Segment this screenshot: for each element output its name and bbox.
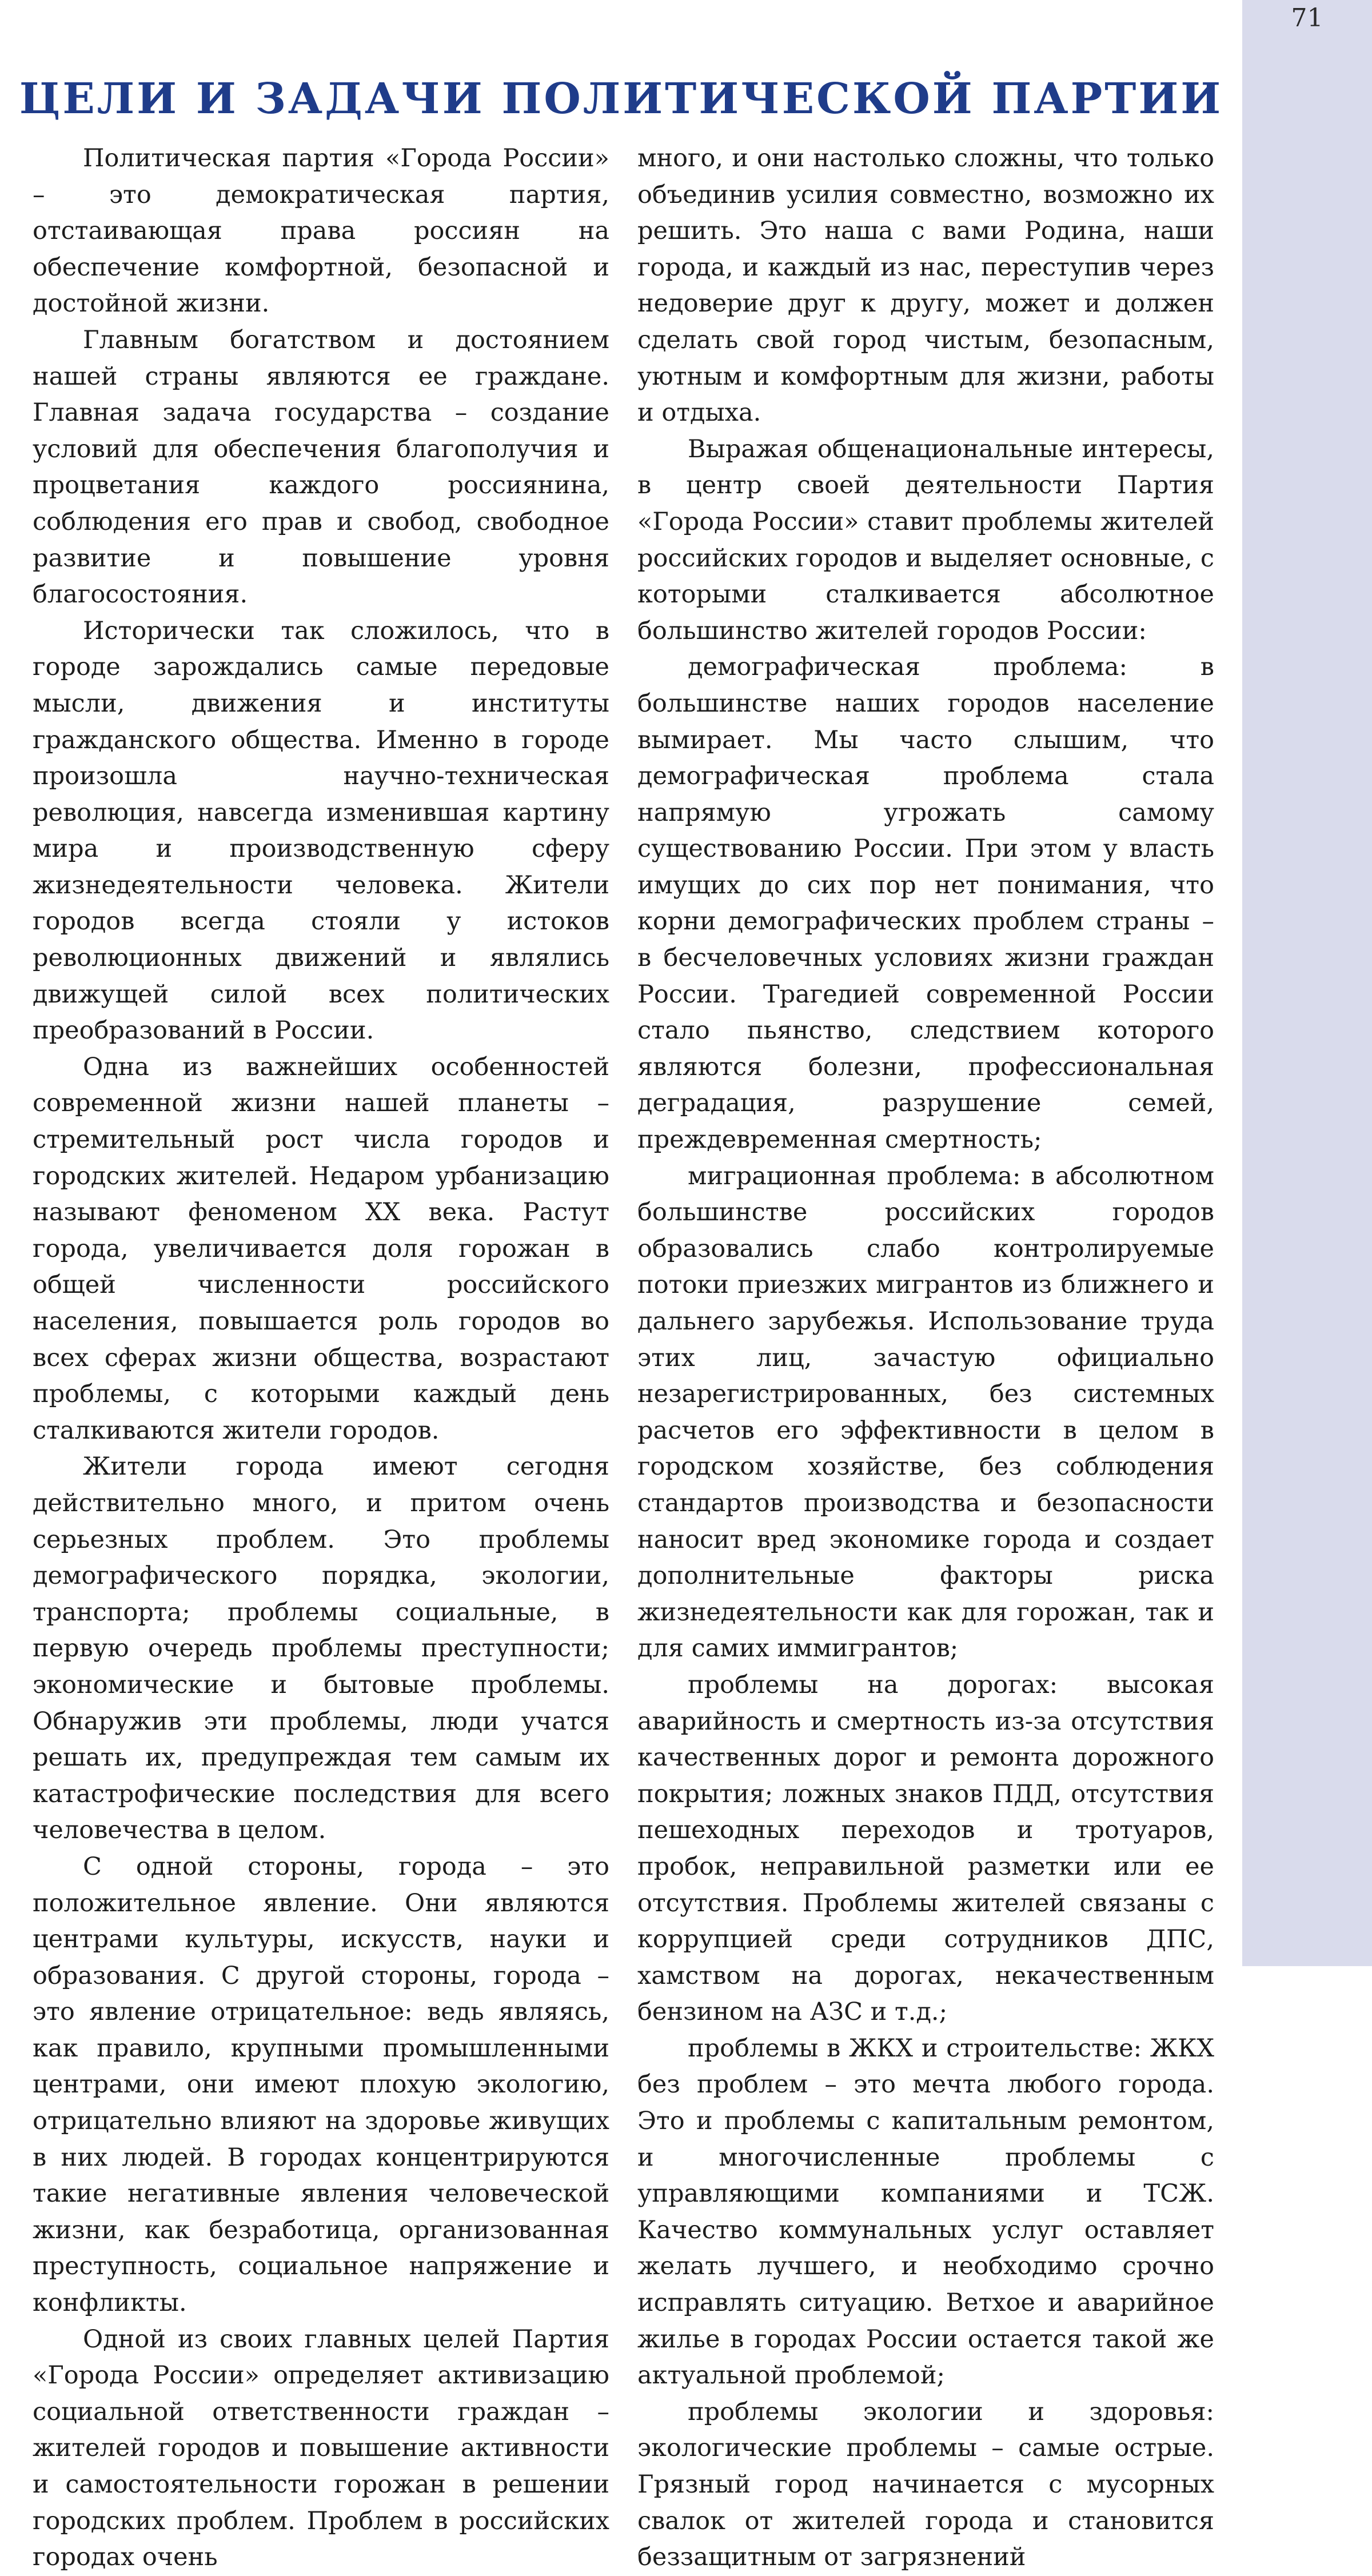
list-item: миграционная проблема: в абсолютном большинстве российских городов образовались слабо контролируемые потоки приезжих мигрантов из ближнего и дальнего зарубежья. Использование труда этих лиц, зачастую официально незарегистрированных, без системных расчетов его эффективности в целом в городском хозяйстве, без соблюдения стандартов производства и безопасности наносит вред экономике города и создает дополнительные факторы риска жизнедеятельности как для горожан, так и для самих иммигрантов; [637,1161,1214,1663]
paragraph: Политическая партия «Города России» – это демократическая партия, отстаивающая права россиян на обеспечение комфортной, безопасной и достойной жизни. [33,144,609,318]
page-title: ЦЕЛИ И ЗАДАЧИ ПОЛИТИЧЕСКОЙ ПАРТИИ [19,74,1223,123]
paragraph: Одна из важнейших особенностей современной жизни нашей планеты – стремительный рост числа городов и городских жителей. Недаром урбанизацию называют феноменом XX века. Растут города, увеличивается доля горожан в общей численности российского населения, повышается роль городов во всех сферах жизни общества, возрастают проблемы, с которыми каждый день сталкиваются жители городов. [33,1052,609,1445]
page-number: 71 [1291,3,1323,33]
paragraph: Одной из своих главных целей Партия «Города России» определяет активизацию социальной ответственности граждан – жителей городов и повышение активности и самостоятельности горожан в решении городских проблем. Проблем в российских городах очень [33,2325,609,2572]
list-item: демографическая проблема: в большинстве наших городов население вымирает. Мы часто слышим, что демографическая проблема стала напрямую угрожать самому существованию России. При этом у власть имущих до сих пор нет понимания, что корни демографических проблем страны – в бесчеловечных условиях жизни граждан России. Трагедией современной России стало пьянство, следствием которого являются болезни, профессиональная деградация, разрушение семей, преждевременная смертность; [637,653,1214,1155]
paragraph: Выражая общенациональные интересы, в центр своей деятельности Партия «Города России» ставит проблемы жителей российских городов и выделяет основные, с которыми сталкивается абсолютное большинство жителей городов России: [637,434,1214,645]
side-band [1242,0,1372,1966]
right-column [637,141,1214,2572]
paragraph: С одной стороны, города – это положительное явление. Они являются центрами культуры, искусств, науки и образования. С другой стороны, города – это явление отрицательное: ведь являясь, как правило, крупными промышленными центрами, они имеют плохую экологию, отрицательно влияют на здоровье живущих в них людей. В городах концентрируются такие негативные явления человеческой жизни, как безработица, организованная преступность, социальное напряжение и конфликты. [33,1852,609,2318]
paragraph: Главным богатством и достоянием нашей страны являются ее граждане. Главная задача государства – создание условий для обеспечения благополучия и процветания каждого россиянина, соблюдения его прав и свобод, свободное развитие и повышение уровня благосостояния. [33,325,609,609]
list-item: проблемы в ЖКХ и строительстве: ЖКХ без проблем – это мечта любого города. Это и проблемы с капитальным ремонтом, и многочисленные проблемы с управляющими компаниями и ТСЖ. Качество коммунальных услуг оставляет желать лучшего, и необходимо срочно исправлять ситуацию. Ветхое и аварийное жилье в городах России остается такой же актуальной проблемой; [637,2034,1214,2390]
paragraph: Исторически так сложилось, что в городе зарождались самые передовые мысли, движения и институты гражданского общества. Именно в городе произошла научно-техническая революция, навсегда изменившая картину мира и производственную сферу жизнедеятельности человека. Жители городов всегда стояли у истоков революционных движений и являлись движущей силой всех политических преобразований в России. [33,616,609,1045]
list-item: проблемы на дорогах: высокая аварийность и смертность из-за отсутствия качественных дорог и ремонта дорожного покрытия; ложных знаков ПДД, отсутствия пешеходных переходов и тротуаров, пробок, неправильной разметки или ее отсутствия. Проблемы жителей связаны с коррупцией среди сотрудников ДПС, хамством на дорогах, некачественным бензином на АЗС и т.д.; [637,1670,1214,2027]
paragraph: Жители города имеют сегодня действительно много, и притом очень серьезных проблем. Это проблемы демографического порядка, экологии, транспорта; проблемы социальные, в первую очередь проблемы преступности; экономические и бытовые проблемы. Обнаружив эти проблемы, люди учатся решать их, предупреждая тем самым их катастрофические последствия для всего человечества в целом. [33,1452,609,1845]
left-column [33,141,609,2572]
list-item: проблемы экологии и здоровья: экологические проблемы – самые острые. Грязный город начинается с мусорных свалок от жителей города и становится беззащитным от загрязнений [637,2397,1214,2572]
paragraph-continuation: много, и они настолько сложны, что только объединив усилия совместно, возможно их решить. Это наша с вами Родина, наши города, и каждый из нас, переступив через недоверие друг к другу, может и должен сделать свой город чистым, безопасным, уютным и комфортным для жизни, работы и отдыха. [637,144,1214,428]
